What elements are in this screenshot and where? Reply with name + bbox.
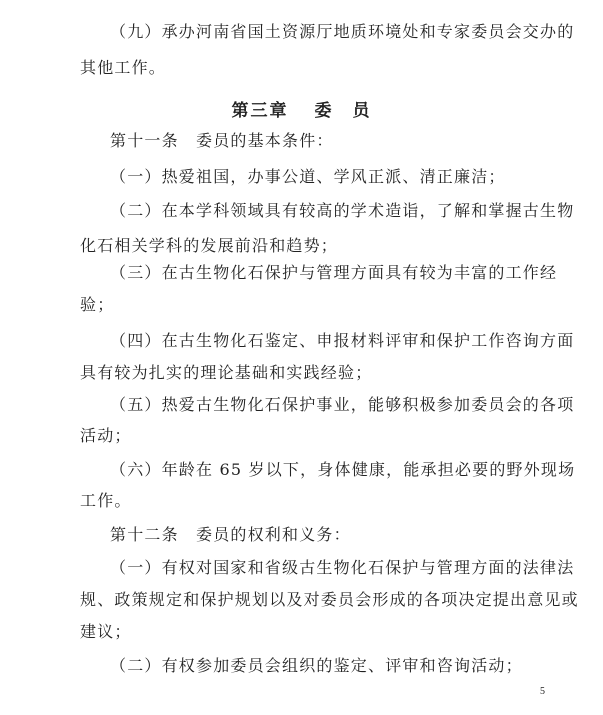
article-heading: 第十二条 委员的权利和义务： [110, 525, 351, 544]
article-heading: 第十一条 委员的基本条件： [110, 131, 334, 150]
text-line: 工作。 [80, 491, 132, 510]
chapter-heading [0, 96, 603, 121]
text-line: （九）承办河南省国土资源厅地质环境处和专家委员会交办的 [110, 22, 575, 41]
chapter-number: 第三章 [231, 101, 289, 121]
text-line: （五）热爱古生物化石保护事业，能够积极参加委员会的各项 [110, 395, 575, 414]
text-line: （一）热爱祖国，办事公道、学风正派、清正廉洁； [110, 167, 506, 186]
text-line: 规、政策规定和保护规划以及对委员会形成的各项决定提出意见或 [80, 590, 579, 609]
text-line: 建议； [80, 622, 132, 641]
text-line: 活动； [80, 426, 132, 445]
text-line: 验； [80, 295, 115, 314]
text-line: 具有较为扎实的理论基础和实践经验； [80, 363, 373, 382]
text-line: （六）年龄在 65 岁以下，身体健康，能承担必要的野外现场 [110, 460, 576, 479]
text-line: （三）在古生物化石保护与管理方面具有较为丰富的工作经 [110, 263, 558, 282]
text-line: 其他工作。 [80, 58, 167, 77]
text-line: （二）有权参加委员会组织的鉴定、评审和咨询活动； [110, 656, 523, 675]
text-line: （四）在古生物化石鉴定、申报材料评审和保护工作咨询方面 [110, 331, 575, 350]
text-line: 化石相关学科的发展前沿和趋势； [80, 236, 339, 255]
page-number: 5 [540, 686, 545, 697]
text-line: （二）在本学科领域具有较高的学术造诣，了解和掌握古生物 [110, 201, 575, 220]
chapter-title: 委 员 [314, 101, 372, 121]
text-line: （一）有权对国家和省级古生物化石保护与管理方面的法律法 [110, 558, 575, 577]
